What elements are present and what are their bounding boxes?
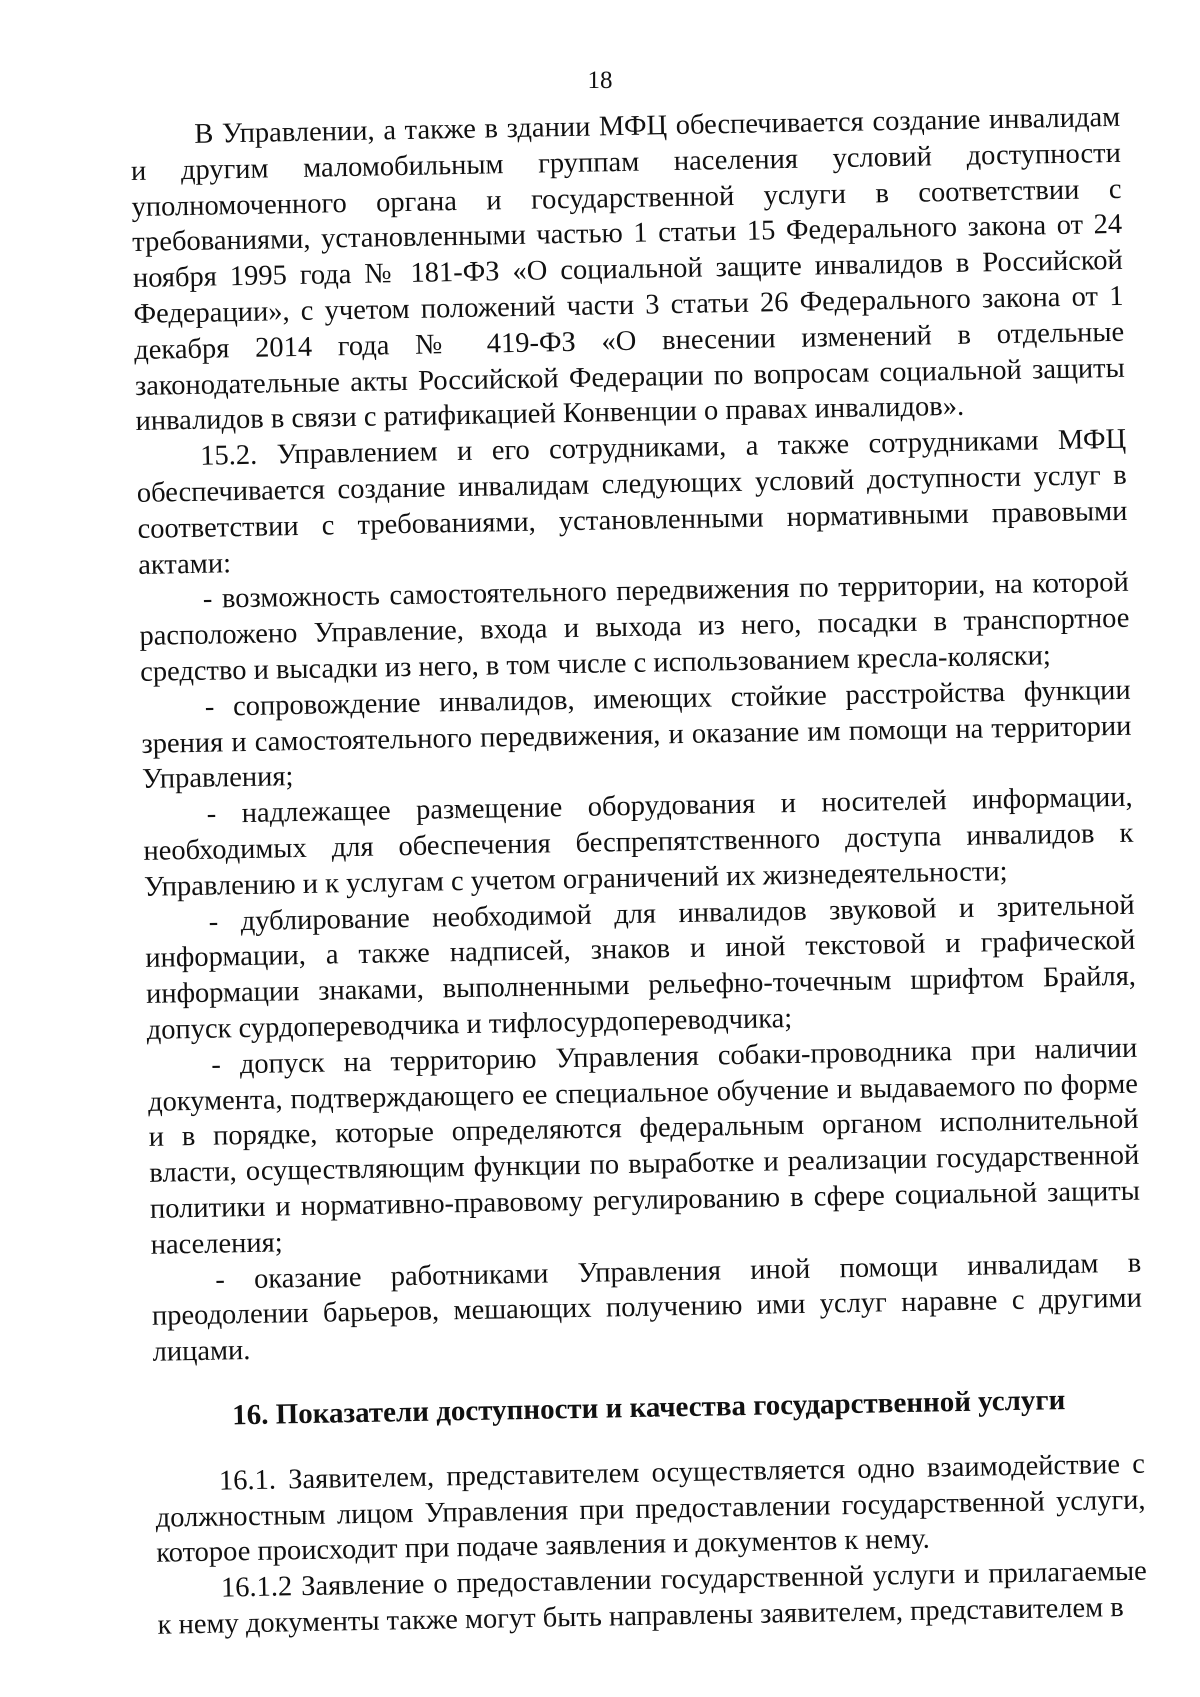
paragraph-16-1-2: 16.1.2 Заявление о предоставлении государственной услуги и прилагаемые к нему документы также могут быть направлены заявителем, представителем в (157, 1555, 1148, 1641)
list-item: - дублирование необходимой для инвалидов звуковой и зрительной информации, а также надписей, знаков и иной текстовой и графической информации знаками, выполненными рельефно-точечным шрифтом Брайля, допуск сурдопереводчика и тифлосурдопереводчика; (145, 889, 1137, 1046)
paragraph-accessibility-intro: В Управлении, а также в здании МФЦ обеспечивается создание инвалидам и другим маломобильным группам населения условий доступности уполномоченного органа и государственной услуги в соответствии с требованиями, установленными частью 1 статьи 15 Федерального закона от 24 ноября 1995 года № 181-ФЗ «О социальной защите инвалидов в Российской Федерации», с учетом положений части 3 статьи 26 Федерального закона от 1 декабря 2014 года № 419-ФЗ «О внесении изменений в отдельные законодательные акты Российской Федерации по вопросам социальной защиты инвалидов в связи с ратификацией Конвенции о правах инвалидов». (130, 101, 1126, 438)
section-heading: 16. Показатели доступности и качества государственной услуги (231, 1383, 1066, 1432)
list-item: - оказание работниками Управления иной помощи инвалидам в преодолении барьеров, мешающих получению ими услуг наравне с другими лицами. (151, 1247, 1143, 1368)
page-number: 18 (587, 67, 613, 94)
paragraph-16-1: 16.1. Заявителем, представителем осуществляется одно взаимодействие с должностным лицом Управления при предоставлении государственной услуги, которое происходит при подаче заявления и документов к нему. (155, 1448, 1146, 1570)
paragraph-15-2: 15.2. Управлением и его сотрудниками, а также сотрудниками МФЦ обеспечивается создание инвалидам следующих условий доступности услуг в соответствии с требованиями, установленными нормативными правовыми актами: (136, 423, 1128, 581)
document-body (130, 100, 1148, 1644)
list-item: - возможность самостоятельного передвижения по территории, на которой расположено Управление, входа и выхода из него, посадки в транспортное средство и высадки из него, в том числе с использованием кресла-коляски; (139, 567, 1130, 688)
list-item: - допуск на территорию Управления собаки-проводника при наличии документа, подтверждающего ее специальное обучение и выдаваемого по форме и в порядке, которые определяются федеральным органом исполнительной власти, осуществляющим функции по выработке и реализации государственной политики и нормативно-правовому регулированию в сфере социальной защиты населения; (147, 1032, 1141, 1261)
list-item: - сопровождение инвалидов, имеющих стойкие расстройства функции зрения и самостоятельного передвижения, и оказание им помощи на территории Управления; (141, 674, 1132, 796)
list-item: - надлежащее размещение оборудования и носителей информации, необходимых для обеспечения беспрепятственного доступа инвалидов к Управлению и к услугам с учетом ограничений их жизнедеятельности; (143, 781, 1134, 903)
